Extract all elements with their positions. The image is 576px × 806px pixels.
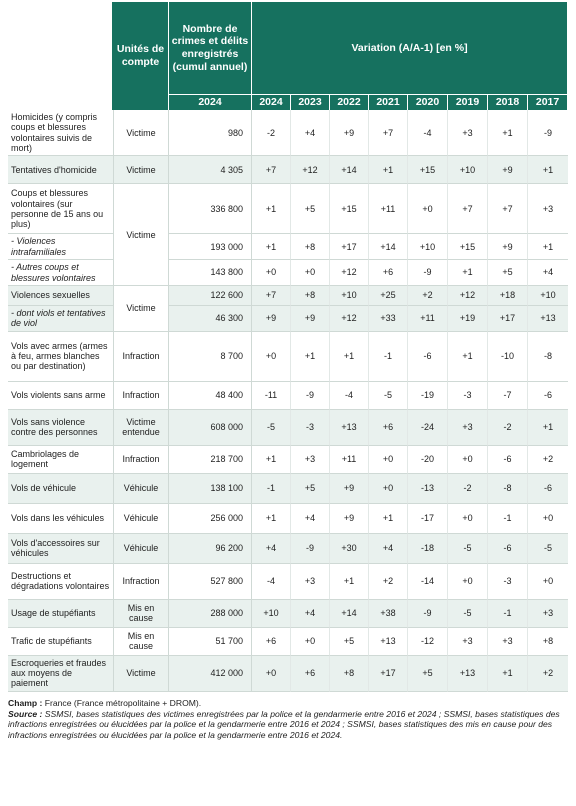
row-variation-value: -4: [252, 564, 291, 600]
row-variation-value: +1: [369, 504, 408, 534]
row-variation-value: +5: [291, 474, 330, 504]
row-variation-value: +3: [448, 110, 488, 156]
row-variation-value: +9: [330, 474, 369, 504]
row-variation-value: +7: [252, 286, 291, 306]
table-row: [8, 332, 568, 382]
row-unit: Victime: [113, 184, 169, 286]
row-variation-value: +14: [330, 156, 369, 184]
row-variation-value: +4: [369, 534, 408, 564]
row-variation-value: -7: [488, 382, 528, 410]
header-variation: Variation (A/A-1) [en %]: [252, 2, 568, 94]
row-variation-value: -2: [448, 474, 488, 504]
row-variation-value: +10: [448, 156, 488, 184]
table-row: [8, 306, 568, 332]
row-count-value: 96 200: [169, 534, 252, 564]
row-count-value: 288 000: [169, 600, 252, 628]
row-variation-value: +12: [330, 306, 369, 332]
row-variation-value: -1: [369, 332, 408, 382]
row-variation-value: +7: [448, 184, 488, 234]
table-row: [8, 656, 568, 692]
row-variation-value: +1: [448, 260, 488, 286]
table-row: [8, 564, 568, 600]
row-count-value: 336 800: [169, 184, 252, 234]
row-variation-value: -20: [408, 446, 448, 474]
row-variation-value: +0: [408, 184, 448, 234]
row-variation-value: +1: [252, 446, 291, 474]
row-variation-value: +1: [330, 332, 369, 382]
row-label: Vols violents sans arme: [8, 382, 113, 410]
row-variation-value: +0: [369, 474, 408, 504]
row-count-value: 256 000: [169, 504, 252, 534]
row-variation-value: +12: [448, 286, 488, 306]
row-variation-value: +7: [488, 184, 528, 234]
crime-statistics-table-container: [8, 2, 568, 741]
row-variation-value: +10: [252, 600, 291, 628]
row-variation-value: +6: [291, 656, 330, 692]
row-unit: Véhicule: [113, 534, 169, 564]
row-variation-value: +1: [528, 156, 568, 184]
row-variation-value: +1: [448, 332, 488, 382]
row-variation-value: +5: [488, 260, 528, 286]
row-label: Usage de stupéfiants: [8, 600, 113, 628]
row-variation-value: +1: [528, 410, 568, 446]
row-variation-value: +9: [488, 156, 528, 184]
row-variation-value: +6: [252, 628, 291, 656]
row-variation-value: +8: [291, 234, 330, 260]
row-label: Escroqueries et fraudes aux moyens de paiement: [8, 656, 113, 692]
table-row: [8, 504, 568, 534]
header-year: 2018: [488, 94, 528, 110]
row-count-value: 143 800: [169, 260, 252, 286]
row-variation-value: +3: [488, 628, 528, 656]
row-variation-value: +6: [369, 410, 408, 446]
row-unit: Victime: [113, 656, 169, 692]
row-count-value: 980: [169, 110, 252, 156]
row-variation-value: -18: [408, 534, 448, 564]
row-variation-value: +6: [369, 260, 408, 286]
row-variation-value: +14: [330, 600, 369, 628]
table-row: [8, 628, 568, 656]
header-year: 2023: [291, 94, 330, 110]
row-variation-value: +3: [448, 628, 488, 656]
row-variation-value: +17: [488, 306, 528, 332]
row-label: Tentatives d'homicide: [8, 156, 113, 184]
row-variation-value: +0: [528, 504, 568, 534]
row-variation-value: +0: [448, 564, 488, 600]
row-variation-value: +1: [528, 234, 568, 260]
row-variation-value: +15: [448, 234, 488, 260]
row-variation-value: +5: [330, 628, 369, 656]
row-count-value: 122 600: [169, 286, 252, 306]
row-variation-value: +9: [291, 306, 330, 332]
row-variation-value: -9: [408, 600, 448, 628]
row-variation-value: -14: [408, 564, 448, 600]
row-variation-value: -8: [488, 474, 528, 504]
row-count-value: 51 700: [169, 628, 252, 656]
row-variation-value: -24: [408, 410, 448, 446]
row-unit: Mis en cause: [113, 600, 169, 628]
table-row: [8, 184, 568, 234]
row-count-value: 608 000: [169, 410, 252, 446]
table-row: [8, 600, 568, 628]
row-variation-value: +1: [488, 656, 528, 692]
table-row: [8, 110, 568, 156]
row-variation-value: +4: [252, 534, 291, 564]
row-variation-value: +2: [528, 656, 568, 692]
row-variation-value: +2: [528, 446, 568, 474]
row-unit: Mis en cause: [113, 628, 169, 656]
row-variation-value: +1: [252, 234, 291, 260]
row-variation-value: +0: [291, 260, 330, 286]
row-variation-value: +8: [291, 286, 330, 306]
row-variation-value: +9: [330, 504, 369, 534]
row-variation-value: -9: [291, 382, 330, 410]
row-variation-value: -5: [369, 382, 408, 410]
row-variation-value: -2: [252, 110, 291, 156]
row-variation-value: -19: [408, 382, 448, 410]
row-count-value: 46 300: [169, 306, 252, 332]
header-units: Unités de compte: [113, 2, 169, 110]
row-variation-value: -3: [448, 382, 488, 410]
row-variation-value: +13: [369, 628, 408, 656]
row-variation-value: +10: [408, 234, 448, 260]
row-variation-value: +13: [528, 306, 568, 332]
row-variation-value: +9: [330, 110, 369, 156]
header-year: 2022: [330, 94, 369, 110]
row-variation-value: +9: [252, 306, 291, 332]
row-variation-value: -1: [488, 504, 528, 534]
row-variation-value: +11: [369, 184, 408, 234]
row-variation-value: -3: [488, 564, 528, 600]
header-year: 2021: [369, 94, 408, 110]
row-label: Violences sexuelles: [8, 286, 113, 306]
row-variation-value: +5: [408, 656, 448, 692]
row-variation-value: +1: [369, 156, 408, 184]
row-variation-value: +2: [408, 286, 448, 306]
row-variation-value: +0: [448, 504, 488, 534]
header-count-year: 2024: [169, 94, 252, 110]
row-label: Vols dans les véhicules: [8, 504, 113, 534]
row-variation-value: -11: [252, 382, 291, 410]
row-variation-value: -5: [252, 410, 291, 446]
row-variation-value: -9: [408, 260, 448, 286]
row-variation-value: -4: [408, 110, 448, 156]
row-unit: Victime: [113, 156, 169, 184]
row-variation-value: -8: [528, 332, 568, 382]
row-variation-value: +0: [448, 446, 488, 474]
row-variation-value: +1: [252, 184, 291, 234]
row-variation-value: +11: [330, 446, 369, 474]
row-unit: Victime: [113, 286, 169, 332]
row-count-value: 4 305: [169, 156, 252, 184]
table-row: [8, 446, 568, 474]
row-variation-value: +7: [252, 156, 291, 184]
row-variation-value: +5: [291, 184, 330, 234]
header-year: 2024: [252, 94, 291, 110]
row-variation-value: -2: [488, 410, 528, 446]
row-variation-value: -6: [528, 382, 568, 410]
row-variation-value: +13: [330, 410, 369, 446]
row-label: Vols d'accessoires sur véhicules: [8, 534, 113, 564]
row-unit: Infraction: [113, 564, 169, 600]
row-label: - Autres coups et blessures volontaires: [8, 260, 113, 286]
row-variation-value: +3: [291, 564, 330, 600]
row-count-value: 193 000: [169, 234, 252, 260]
row-variation-value: +1: [252, 504, 291, 534]
row-variation-value: +2: [369, 564, 408, 600]
row-variation-value: +4: [291, 504, 330, 534]
row-count-value: 8 700: [169, 332, 252, 382]
row-variation-value: -6: [408, 332, 448, 382]
row-variation-value: +10: [330, 286, 369, 306]
row-unit: Infraction: [113, 382, 169, 410]
row-variation-value: +8: [528, 628, 568, 656]
row-variation-value: +0: [291, 628, 330, 656]
row-variation-value: -5: [528, 534, 568, 564]
row-variation-value: -6: [488, 446, 528, 474]
row-count-value: 527 800: [169, 564, 252, 600]
table-row: [8, 474, 568, 504]
row-variation-value: +25: [369, 286, 408, 306]
row-variation-value: +14: [369, 234, 408, 260]
footnote-source: Source : SSMSI, bases statistiques des victimes enregistrées par la police et la gendarmerie entre 2016 et 2024 ; SSMSI, bases statistiques des infractions enregistrées ou élucidées par la police et la gendarmerie entre 2016 et 2024 ; SSMSI, bases statistiques des mis en cause pour des infractions enregistrées ou élucidées par la police et la gendarmerie entre 2016 et 2024.: [8, 708, 560, 740]
row-variation-value: -5: [448, 600, 488, 628]
table-row: [8, 382, 568, 410]
row-count-value: 138 100: [169, 474, 252, 504]
row-variation-value: -4: [330, 382, 369, 410]
row-unit: Véhicule: [113, 474, 169, 504]
row-variation-value: +3: [528, 184, 568, 234]
row-label: Homicides (y compris coups et blessures volontaires suivis de mort): [8, 110, 113, 156]
row-variation-value: -6: [488, 534, 528, 564]
row-variation-value: +3: [291, 446, 330, 474]
crime-statistics-table: [8, 2, 568, 692]
row-label: Vols avec armes (armes à feu, armes blanches ou par destination): [8, 332, 113, 382]
row-variation-value: +10: [528, 286, 568, 306]
row-variation-value: +0: [252, 260, 291, 286]
row-variation-value: +30: [330, 534, 369, 564]
row-label: - Violences intrafamiliales: [8, 234, 113, 260]
row-variation-value: +9: [488, 234, 528, 260]
row-variation-value: +0: [252, 332, 291, 382]
table-row: [8, 234, 568, 260]
row-label: Cambriolages de logement: [8, 446, 113, 474]
row-variation-value: +12: [291, 156, 330, 184]
row-variation-value: +3: [448, 410, 488, 446]
row-count-value: 48 400: [169, 382, 252, 410]
row-variation-value: +13: [448, 656, 488, 692]
row-variation-value: -3: [291, 410, 330, 446]
row-variation-value: -1: [488, 600, 528, 628]
row-label: Trafic de stupéfiants: [8, 628, 113, 656]
row-variation-value: +1: [291, 332, 330, 382]
row-variation-value: +17: [330, 234, 369, 260]
row-variation-value: +15: [330, 184, 369, 234]
header-count: Nombre de crimes et délits enregistrés (cumul annuel): [169, 2, 252, 94]
table-row: [8, 534, 568, 564]
row-variation-value: +33: [369, 306, 408, 332]
row-variation-value: +0: [528, 564, 568, 600]
row-variation-value: -6: [528, 474, 568, 504]
row-variation-value: +18: [488, 286, 528, 306]
row-variation-value: +0: [252, 656, 291, 692]
table-body: [8, 110, 568, 692]
header-year: 2019: [448, 94, 488, 110]
row-count-value: 412 000: [169, 656, 252, 692]
row-variation-value: -5: [448, 534, 488, 564]
row-variation-value: +0: [369, 446, 408, 474]
table-footnote: [8, 698, 568, 741]
row-variation-value: +17: [369, 656, 408, 692]
row-variation-value: -10: [488, 332, 528, 382]
row-unit: Véhicule: [113, 504, 169, 534]
row-variation-value: +11: [408, 306, 448, 332]
row-unit: Victime: [113, 110, 169, 156]
row-variation-value: +8: [330, 656, 369, 692]
table-row: [8, 286, 568, 306]
row-label: Destructions et dégradations volontaires: [8, 564, 113, 600]
row-unit: Victime entendue: [113, 410, 169, 446]
footnote-champ: Champ : France (France métropolitaine + DROM).: [8, 697, 202, 708]
row-variation-value: +4: [528, 260, 568, 286]
row-variation-value: +19: [448, 306, 488, 332]
row-label: Vols sans violence contre des personnes: [8, 410, 113, 446]
row-label: Coups et blessures volontaires (sur personne de 15 ans ou plus): [8, 184, 113, 234]
table-row: [8, 156, 568, 184]
row-variation-value: -17: [408, 504, 448, 534]
table-row: [8, 260, 568, 286]
row-variation-value: +38: [369, 600, 408, 628]
row-label: - dont viols et tentatives de viol: [8, 306, 113, 332]
row-variation-value: +1: [330, 564, 369, 600]
row-variation-value: -13: [408, 474, 448, 504]
row-unit: Infraction: [113, 332, 169, 382]
row-variation-value: +15: [408, 156, 448, 184]
row-variation-value: +4: [291, 110, 330, 156]
row-variation-value: +4: [291, 600, 330, 628]
row-unit: Infraction: [113, 446, 169, 474]
header-blank-cell: [8, 2, 113, 110]
row-label: Vols de véhicule: [8, 474, 113, 504]
row-variation-value: +3: [528, 600, 568, 628]
row-variation-value: -9: [291, 534, 330, 564]
header-year: 2017: [528, 94, 568, 110]
row-count-value: 218 700: [169, 446, 252, 474]
row-variation-value: +12: [330, 260, 369, 286]
header-year: 2020: [408, 94, 448, 110]
row-variation-value: -9: [528, 110, 568, 156]
row-variation-value: +7: [369, 110, 408, 156]
row-variation-value: -1: [252, 474, 291, 504]
row-variation-value: -12: [408, 628, 448, 656]
table-row: [8, 410, 568, 446]
row-variation-value: +1: [488, 110, 528, 156]
